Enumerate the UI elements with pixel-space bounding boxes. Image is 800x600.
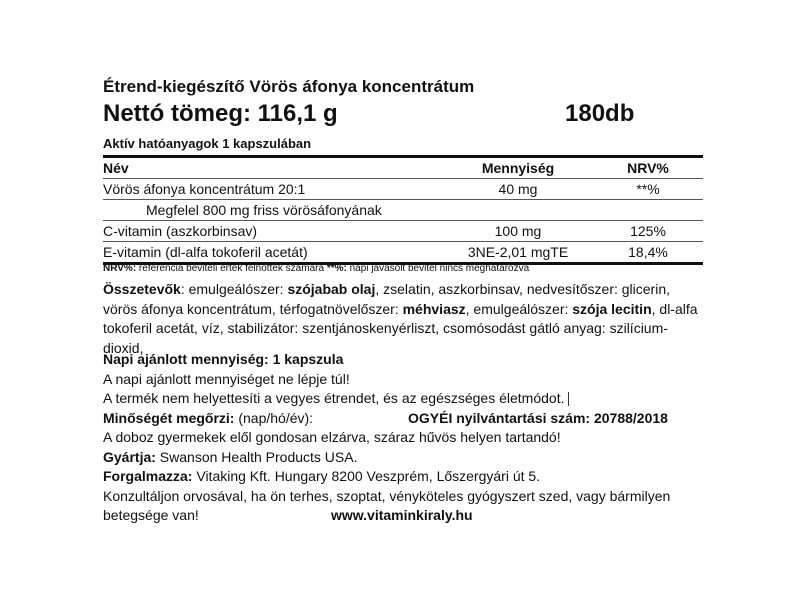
- warning-diet-text: A termék nem helyettesíti a vegyes étrendet, és az egészséges életmódot.: [103, 390, 565, 406]
- active-ingredients-heading: Aktív hatóanyagok 1 kapszulában: [103, 136, 312, 151]
- row-amount: 3NE-2,01 mgTE: [467, 244, 569, 260]
- product-title: Étrend-kiegészítő Vörös áfonya koncentrátum: [103, 77, 475, 96]
- manufacturer-label: Gyártja:: [103, 449, 156, 465]
- daily-dose: Napi ajánlott mennyiség: 1 kapszula: [103, 351, 344, 367]
- best-before: [103, 409, 708, 429]
- best-before-label: Minőségét megőrzi:: [103, 410, 235, 426]
- header-nrv: NRV%: [627, 160, 669, 176]
- warning-dose: A napi ajánlott mennyiséget ne lépje túl!: [103, 371, 350, 387]
- header-amount: Mennyiség: [481, 160, 555, 176]
- text-cursor: [568, 392, 569, 406]
- consult-text: betegsége van!: [103, 507, 199, 523]
- distributor-value: Vitaking Kft. Hungary 8200 Veszprém, Lőszergyári út 5.: [192, 468, 541, 484]
- consult-line-2: [103, 506, 708, 526]
- row-nrv: 125%: [630, 223, 666, 239]
- warning-diet: [103, 389, 708, 409]
- consult-line-1: Konzultáljon orvosával, ha ön terhes, szoptat, vényköteles gyógyszert szed, vagy bármilyen: [103, 488, 671, 504]
- table-row: [103, 242, 703, 262]
- row-amount: 100 mg: [494, 223, 542, 239]
- star-label: **%:: [326, 263, 347, 274]
- distributor: [103, 467, 708, 487]
- row-name: Vörös áfonya koncentrátum 20:1: [103, 181, 306, 197]
- allergen: szója lecitin: [572, 300, 652, 317]
- best-before-format: (nap/hó/év):: [234, 410, 314, 426]
- allergen: szójabab olaj: [287, 281, 376, 297]
- storage: A doboz gyermekek elől gondosan elzárva, száraz hűvös helyen tartandó!: [103, 429, 561, 445]
- row-name: Megfelel 800 mg friss vörösáfonyának: [146, 202, 382, 218]
- ingredients-text: , zselatin, aszkorbinsav, nedvesítőszer: glicerin, vörös áfonya koncentrátum, térfogatnövelőszer:: [103, 281, 671, 317]
- ingredients: [103, 280, 708, 358]
- row-name: E-vitamin (dl-alfa tokoferil acetát): [103, 244, 308, 260]
- ogyei-number: OGYÉI nyilvántartási szám: 20788/2018: [408, 410, 668, 426]
- manufacturer-value: Swanson Health Products USA.: [155, 449, 358, 465]
- nrv-text: referencia beviteli érték felnőttek számára: [136, 263, 327, 274]
- row-name: C-vitamin (aszkorbinsav): [103, 223, 258, 239]
- header-name: Név: [103, 160, 129, 176]
- ingredients-text: , dl-alfa tokoferil acetát, víz, stabilizátor: szentjánoskenyérliszt, csomósodást gátló anyag: szilícium-dioxid,: [103, 300, 698, 356]
- table-row: [103, 200, 703, 221]
- ingredients-label: Összetevők: [103, 281, 181, 297]
- table-footnote: [103, 263, 529, 274]
- ingredients-text: , emulgeálószer:: [465, 300, 573, 317]
- website-link[interactable]: www.vitaminkiraly.hu: [331, 507, 473, 523]
- nrv-label: NRV%:: [103, 263, 137, 274]
- manufacturer: [103, 448, 708, 468]
- nutrition-table: [103, 155, 703, 265]
- capsule-count: 180db: [565, 100, 635, 127]
- table-header: [103, 158, 703, 179]
- star-text: napi javasolt bevitel nincs meghatározva: [346, 263, 530, 274]
- ingredients-text: : emulgeálószer:: [180, 281, 288, 297]
- table-row: [103, 179, 703, 200]
- table-row: [103, 221, 703, 242]
- net-weight: Nettó tömeg: 116,1 g: [103, 100, 338, 127]
- distributor-label: Forgalmazza:: [103, 468, 193, 484]
- row-amount: 40 mg: [498, 181, 538, 197]
- row-nrv: 18,4%: [628, 244, 668, 260]
- row-nrv: **%: [636, 181, 660, 197]
- allergen: méhviasz: [402, 300, 466, 317]
